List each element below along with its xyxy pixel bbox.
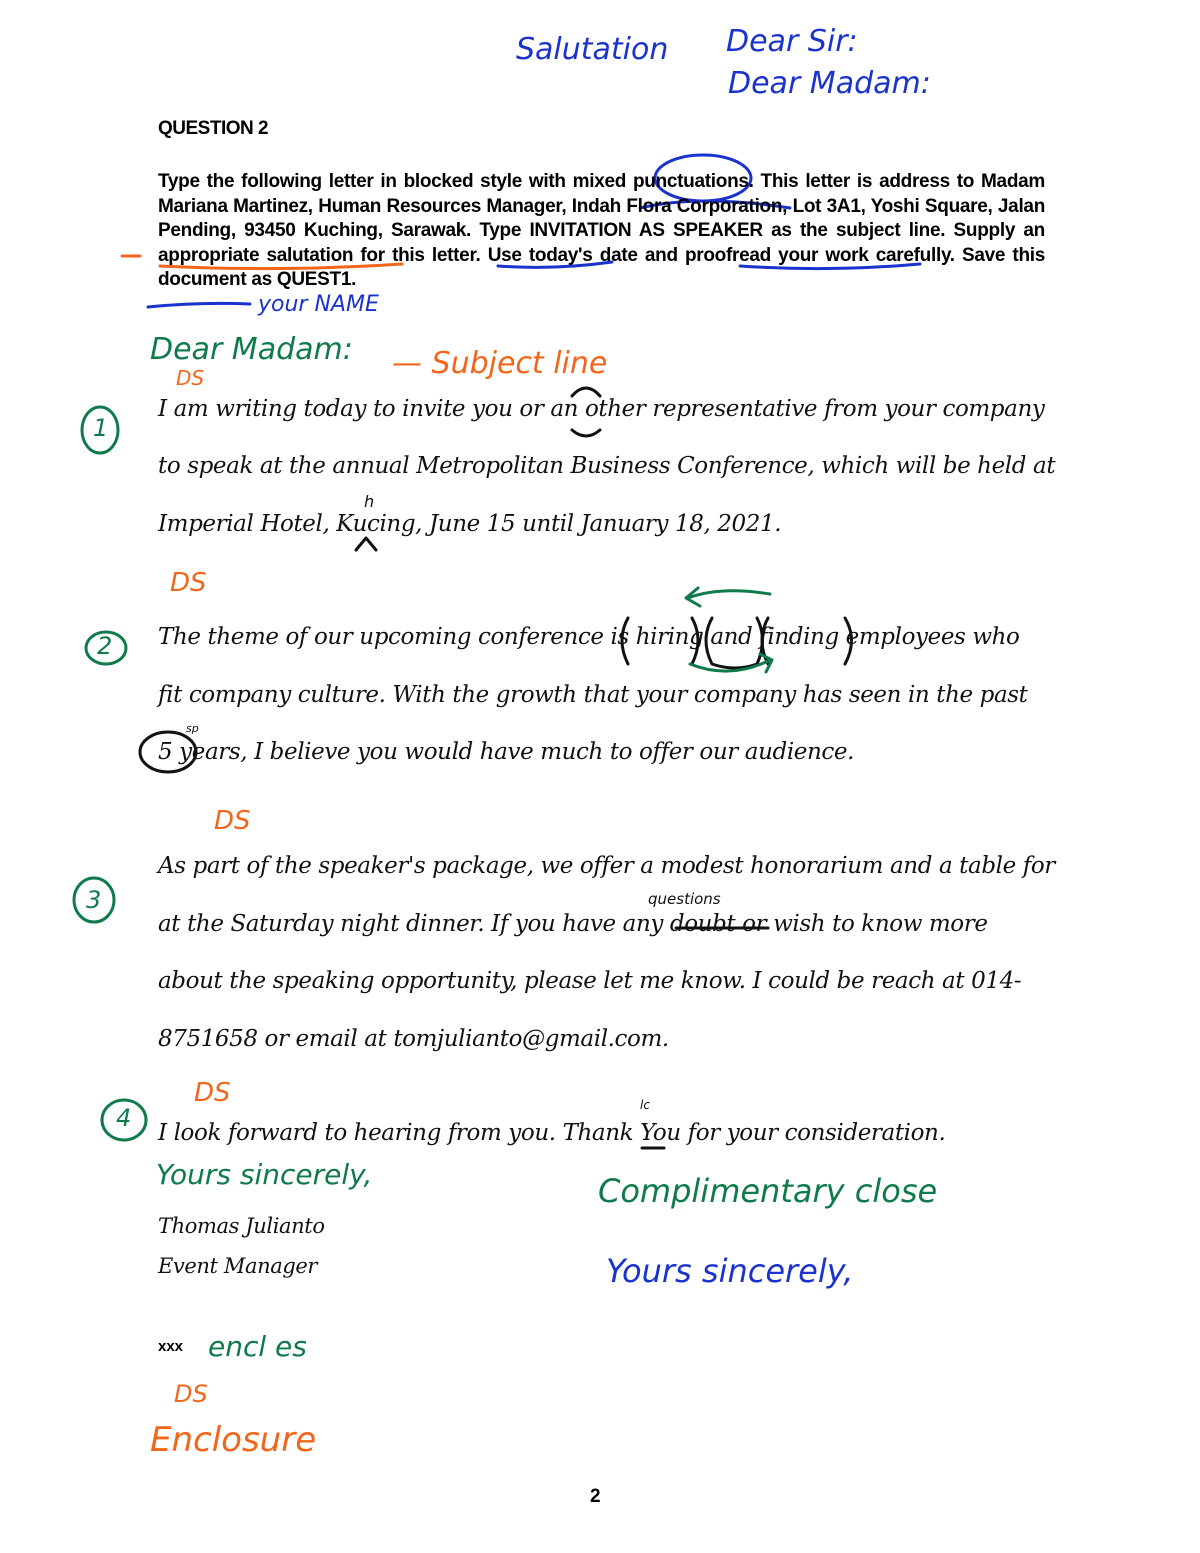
- swap-arrow-top: [686, 588, 770, 606]
- salutation-label-note: Salutation: [516, 32, 669, 67]
- question-heading: QUESTION 2: [158, 118, 269, 139]
- enclosure-abbrev-note: encl es: [208, 1330, 307, 1363]
- yours-sincerely-note: Yours sincerely,: [156, 1158, 373, 1191]
- letter-p3-line-1: As part of the speaker's package, we offer a modest honorarium and a table for: [158, 853, 1055, 879]
- paragraph-number-1: 1: [93, 414, 109, 442]
- paragraph-number-3: 3: [86, 886, 102, 914]
- ds-note: DS: [214, 806, 251, 836]
- ds-note: DS: [194, 1078, 231, 1108]
- spell-out-mark: sp: [186, 722, 199, 735]
- strike-quest1: [148, 303, 250, 307]
- letter-p1-line-1: I am writing today to invite you or an other representative from your company: [158, 396, 1045, 422]
- signer-name: Thomas Julianto: [158, 1214, 325, 1238]
- letter-p2-line-1: The theme of our upcoming conference is hiring and finding employees who: [158, 624, 1020, 650]
- questions-insert-mark: questions: [648, 890, 721, 908]
- signer-title: Event Manager: [158, 1254, 318, 1278]
- salutation-madam-note: Dear Madam:: [728, 66, 931, 101]
- reference-initials: xxx: [158, 1338, 184, 1355]
- letter-p1-line-2: to speak at the annual Metropolitan Business Conference, which will be held at: [158, 453, 1056, 479]
- dear-madam-note: Dear Madam:: [150, 332, 353, 367]
- letter-closing-line: I look forward to hearing from you. Thank You for your consideration.: [158, 1120, 946, 1146]
- your-name-note: your NAME: [258, 292, 379, 317]
- letter-p2-line-3: 5 years, I believe you would have much to offer our audience.: [158, 739, 855, 765]
- join-arc-bottom: [572, 430, 600, 436]
- lowercase-mark: lc: [640, 1098, 650, 1112]
- swap-arrow-bottom: [690, 654, 772, 672]
- ds-note: DS: [170, 568, 207, 598]
- yours-sincerely-blue-note: Yours sincerely,: [606, 1252, 854, 1290]
- insert-h-mark: h: [364, 492, 375, 511]
- letter-p2-line-2: fit company culture. With the growth that your company has seen in the past: [158, 682, 1028, 708]
- insert-caret-kuching: [356, 538, 376, 550]
- subject-line-note: — Subject line: [392, 346, 608, 381]
- paragraph-number-4: 4: [116, 1104, 132, 1132]
- join-arc-top: [572, 388, 600, 396]
- paragraph-number-2: 2: [97, 632, 113, 660]
- salutation-sir-note: Dear Sir:: [726, 24, 858, 59]
- enclosure-note: Enclosure: [150, 1420, 317, 1460]
- ds-note: DS: [176, 366, 205, 390]
- letter-p3-line-3: about the speaking opportunity, please let me know. I could be reach at 014-: [158, 968, 1022, 994]
- question-instructions: Type the following letter in blocked style with mixed punctuations. This letter is address to Madam Mariana Martinez, Human Resources Manager, Indah Flora Corporation, Lot 3A1, Yoshi Square, Jalan Pending, 93450 Kuching, Sarawak. Type INVITATION AS SPEAKER as the subject line. Supply an appropriate salutation for this letter. Use today's date and proofread your work carefully. Save this document as QUEST1.: [158, 171, 1045, 290]
- letter-p3-line-2: at the Saturday night dinner. If you have any doubt or wish to know more: [158, 911, 988, 937]
- page-number: 2: [590, 1486, 601, 1507]
- letter-p3-line-4: 8751658 or email at tomjulianto@gmail.com.: [158, 1026, 669, 1052]
- letter-p1-line-3: Imperial Hotel, Kucing, June 15 until January 18, 2021.: [158, 511, 782, 537]
- ds-note: DS: [174, 1380, 208, 1408]
- complimentary-close-note: Complimentary close: [598, 1172, 938, 1210]
